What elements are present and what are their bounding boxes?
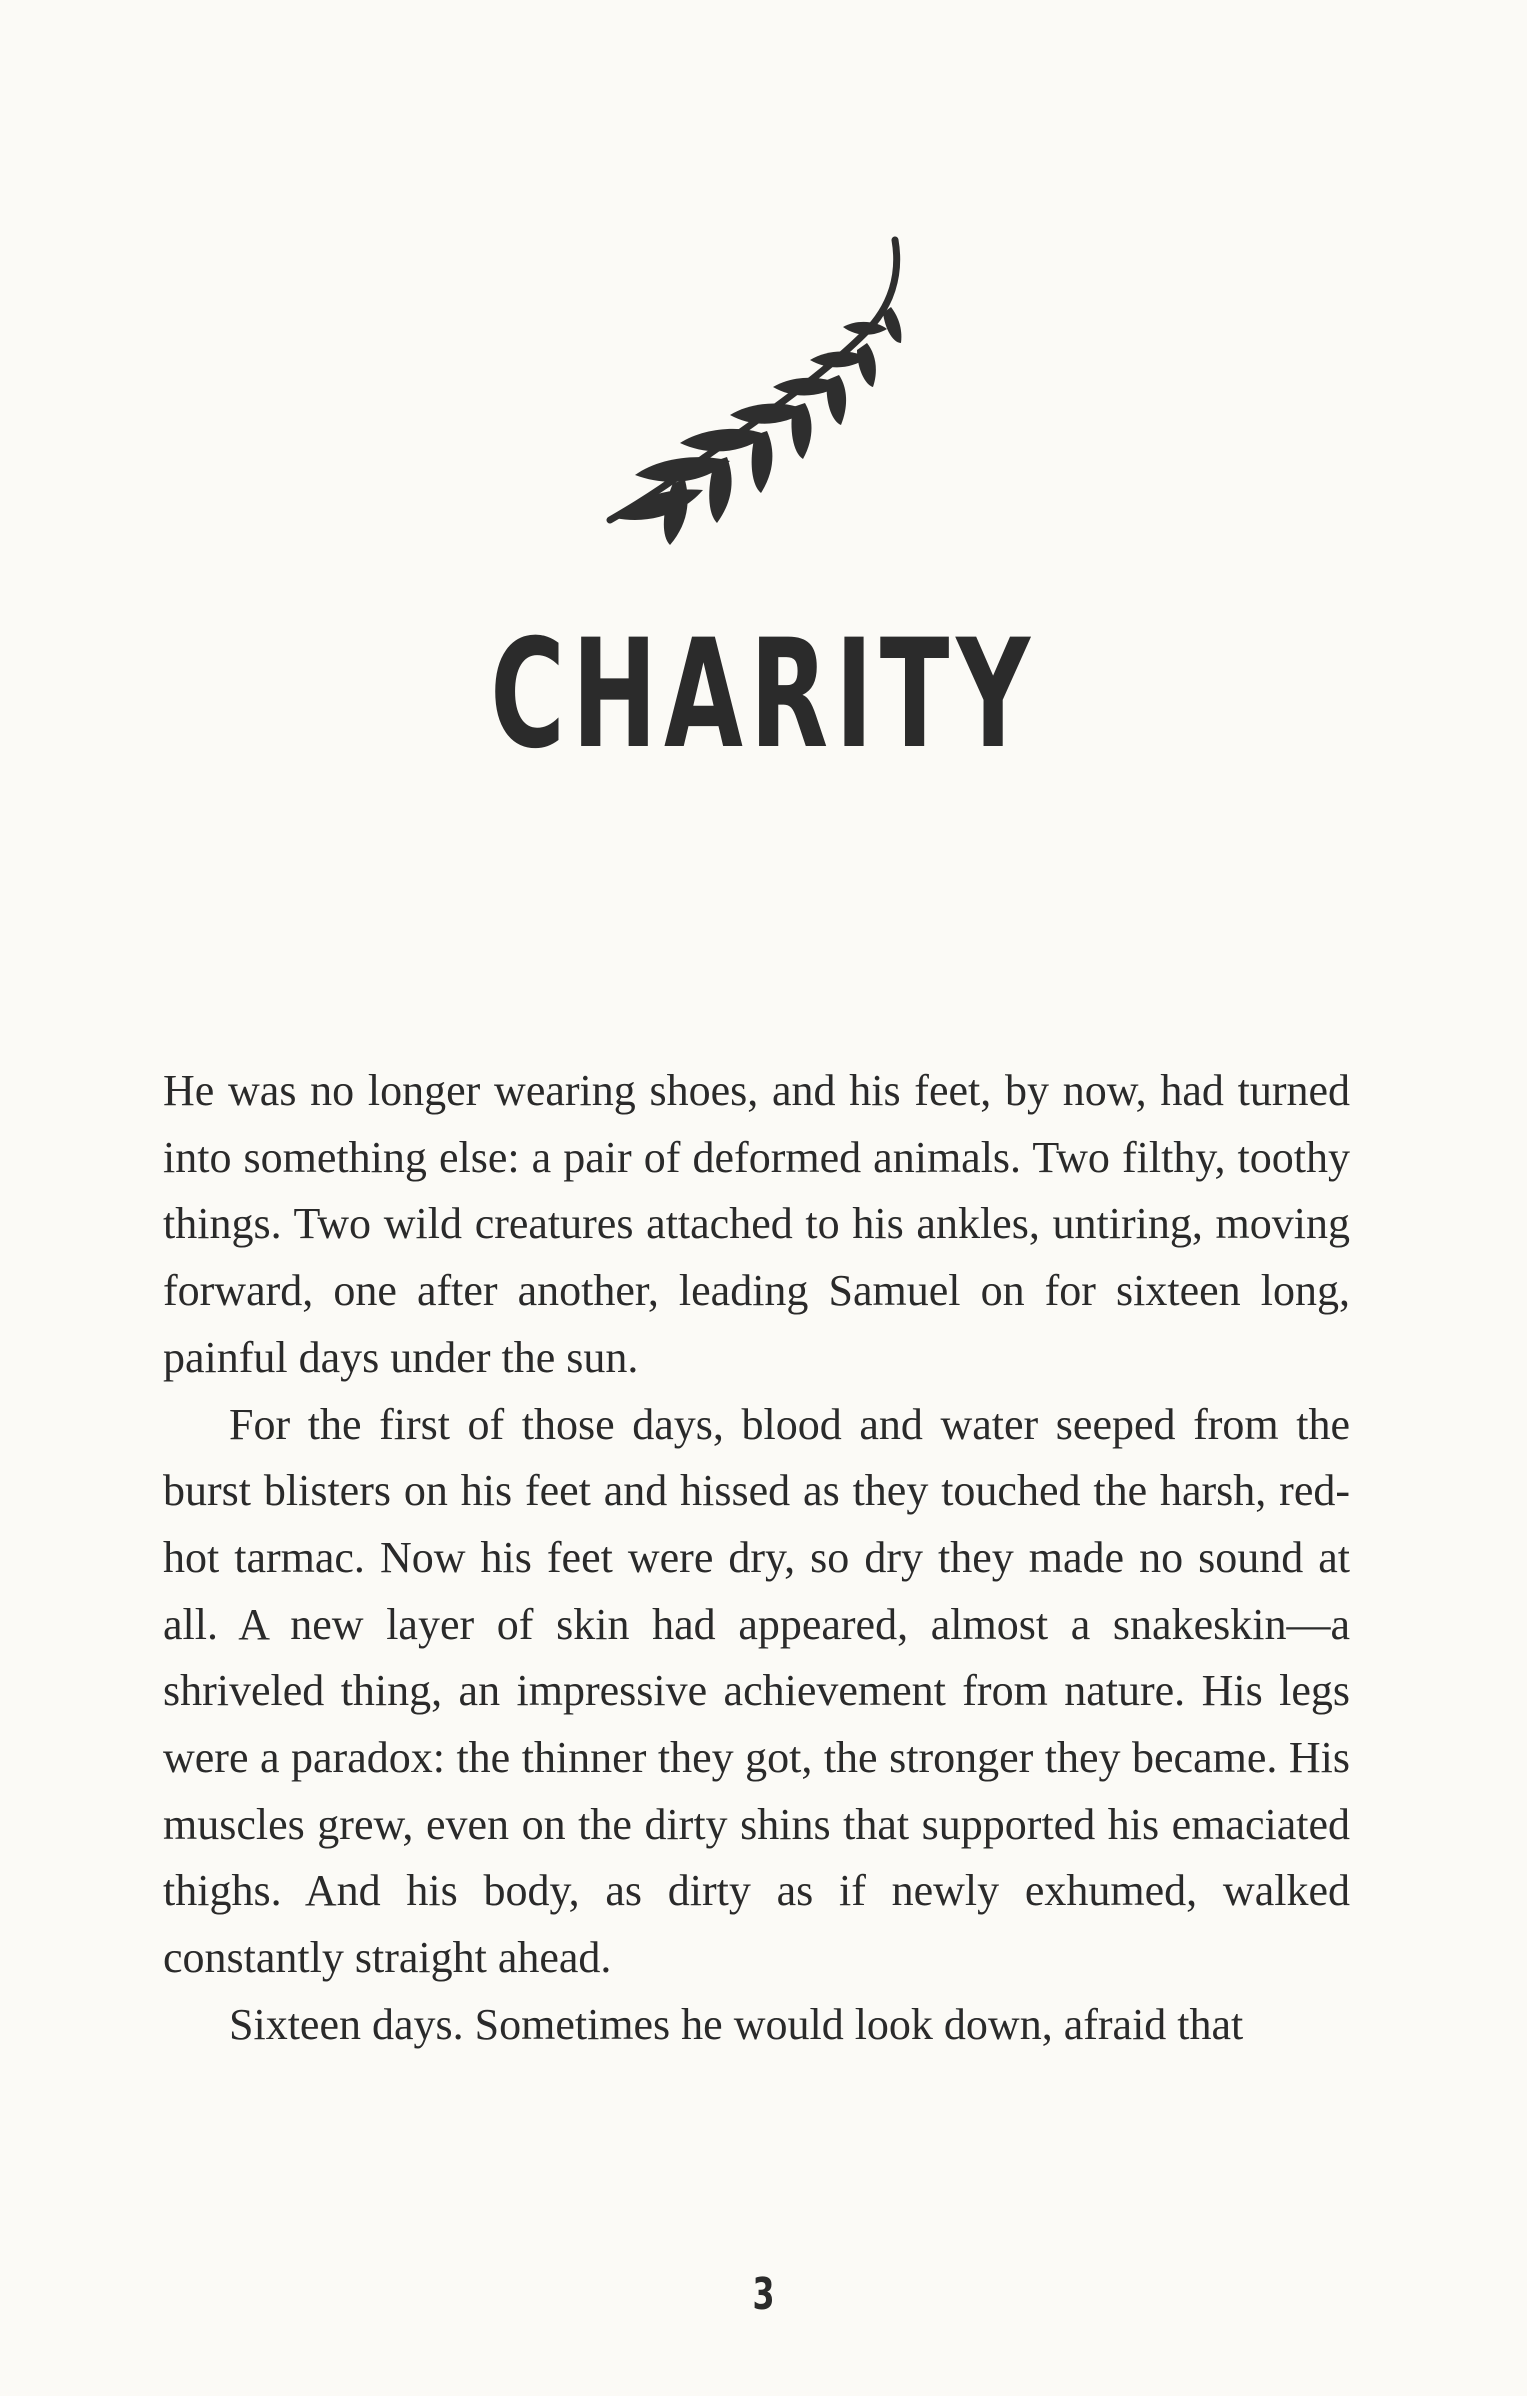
page-number: 3 [752,2269,775,2320]
paragraph: For the first of those days, blood and water seeped from the burst blisters on his feet and hissed as they touched the harsh, red-hot tarmac. Now his feet were dry, so dry they made no sound at all. A new layer of skin had appeared, almost a snakeskin—a shriveled thing, an impressive achievement from nature. His legs were a paradox: the thinner they got, the stronger they became. His muscles grew, even on the dirty shins that supported his emaciated thighs. And his body, as dirty as if newly exhumed, walked constantly straight ahead. [163,1399,1350,1983]
body-text [163,1058,1350,2059]
olive-branch-icon [595,235,925,545]
paragraph: Sixteen days. Sometimes he would look down, afraid that [229,1999,1244,2049]
chapter-title: CHARITY [490,608,1037,782]
paragraph: He was no longer wearing shoes, and his feet, by now, had turned into something else: a pair of deformed animals. Two filthy, toothy things. Two wild creatures attached to his ankles, untiring, moving forward, one after another, leading Samuel on for sixteen long, painful days under the sun. [163,1066,1350,1382]
